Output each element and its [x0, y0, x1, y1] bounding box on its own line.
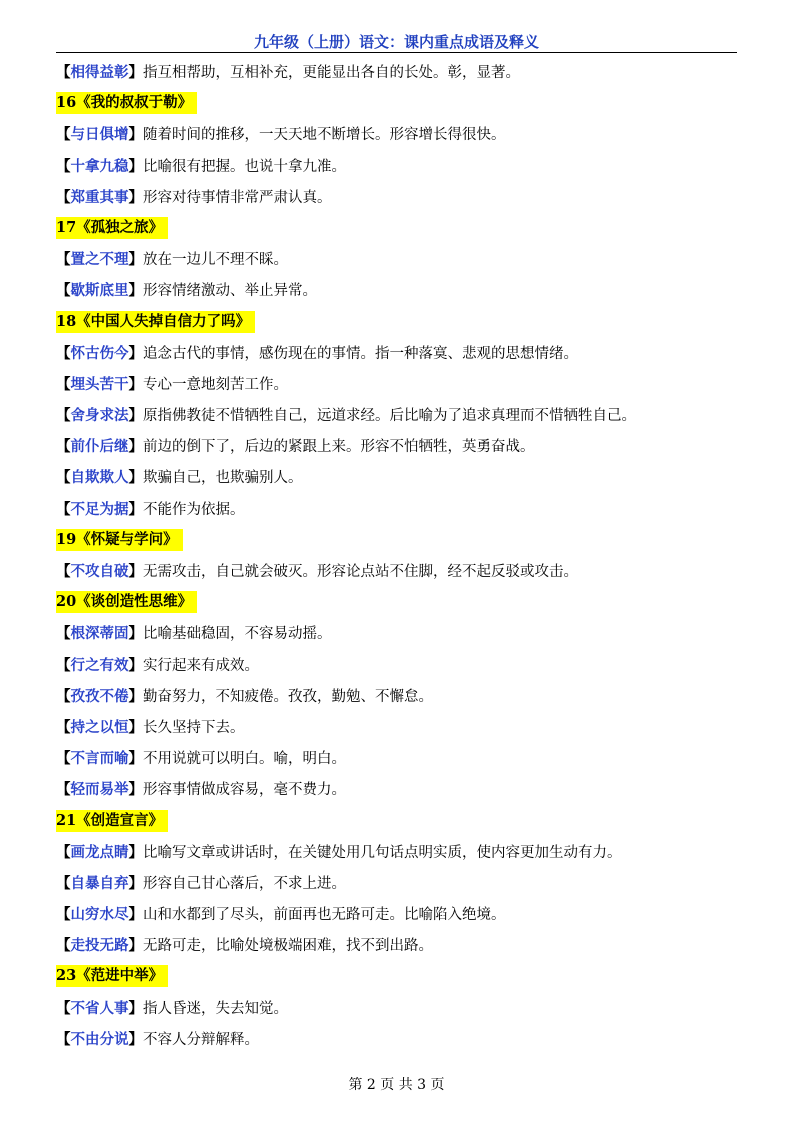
idiom-entry — [56, 556, 746, 587]
idiom-entry — [56, 338, 746, 369]
open-bracket: 【 — [56, 656, 71, 674]
idiom-definition: 比喻很有把握。也说十拿九准。 — [143, 158, 346, 175]
idiom-definition: 放在一边儿不理不睬。 — [143, 252, 288, 269]
close-bracket: 】 — [128, 344, 143, 362]
idiom-entry — [56, 462, 746, 493]
idiom-definition: 长久坚持下去。 — [143, 719, 245, 736]
open-bracket: 【 — [56, 375, 71, 393]
idiom-entry — [56, 618, 746, 649]
idiom-entry — [56, 899, 746, 930]
open-bracket: 【 — [56, 563, 71, 580]
lesson-title: 17《孤独之旅》 — [56, 217, 168, 239]
idiom-definition: 形容自己甘心落后，不求上进。 — [143, 875, 346, 892]
idiom-term: 置之不理 — [70, 251, 129, 269]
close-bracket: 】 — [128, 500, 143, 518]
close-bracket: 】 — [128, 64, 143, 81]
idiom-definition: 比喻写文章或讲话时，在关键处用几句话点明实质，使内容更加生动有力。 — [143, 844, 622, 861]
close-bracket: 】 — [128, 625, 143, 643]
idiom-term: 不省人事 — [70, 999, 129, 1017]
lesson-title: 16《我的叔叔于勒》 — [56, 92, 197, 114]
open-bracket: 【 — [56, 937, 71, 955]
open-bracket: 【 — [56, 282, 71, 300]
open-bracket: 【 — [56, 718, 71, 736]
idiom-definition: 追念古代的事情，感伤现在的事情。指一种落寞、悲观的思想情绪。 — [143, 345, 578, 362]
close-bracket: 】 — [128, 750, 143, 768]
open-bracket: 【 — [56, 843, 71, 861]
close-bracket: 】 — [128, 718, 143, 736]
open-bracket: 【 — [56, 906, 71, 924]
idiom-entry — [56, 244, 746, 275]
idiom-list — [56, 57, 746, 1055]
open-bracket: 【 — [56, 500, 71, 518]
lesson-title: 18《中国人失掉自信力了吗》 — [56, 311, 255, 333]
idiom-term: 不由分说 — [70, 1030, 129, 1048]
close-bracket: 】 — [128, 937, 143, 955]
open-bracket: 【 — [56, 126, 71, 144]
idiom-definition: 专心一意地刻苦工作。 — [143, 376, 288, 393]
idiom-entry — [56, 400, 746, 431]
idiom-definition: 实行起来有成效。 — [143, 657, 259, 674]
idiom-entry — [56, 837, 746, 868]
idiom-entry — [56, 57, 746, 88]
close-bracket: 】 — [128, 375, 143, 393]
close-bracket: 】 — [128, 126, 143, 144]
idiom-term: 怀古伤今 — [70, 344, 129, 362]
idiom-definition: 原指佛教徒不惜牺牲自己，远道求经。后比喻为了追求真理而不惜牺牲自己。 — [143, 408, 636, 425]
close-bracket: 】 — [128, 906, 143, 924]
idiom-entry — [56, 993, 746, 1024]
open-bracket: 【 — [56, 999, 71, 1017]
idiom-term: 舍身求法 — [70, 407, 129, 425]
lesson-heading — [56, 525, 746, 556]
lesson-heading — [56, 213, 746, 244]
lesson-heading — [56, 961, 746, 992]
idiom-term: 走投无路 — [70, 937, 129, 955]
close-bracket: 】 — [128, 1030, 143, 1048]
idiom-term: 郑重其事 — [70, 188, 129, 206]
idiom-definition: 无路可走，比喻处境极端困难，找不到出路。 — [143, 938, 433, 955]
close-bracket: 】 — [128, 999, 143, 1017]
idiom-term: 歇斯底里 — [70, 282, 129, 300]
idiom-definition: 无需攻击，自己就会破灭。形容论点站不住脚，经不起反驳或攻击。 — [143, 564, 578, 580]
idiom-term: 持之以恒 — [70, 718, 129, 736]
close-bracket: 】 — [128, 843, 143, 861]
lesson-heading — [56, 88, 746, 119]
open-bracket: 【 — [56, 469, 71, 487]
idiom-term: 不攻自破 — [70, 563, 129, 580]
open-bracket: 【 — [56, 781, 71, 799]
idiom-term: 自暴自弃 — [70, 874, 129, 892]
close-bracket: 】 — [128, 188, 143, 206]
idiom-definition: 随着时间的推移，一天天地不断增长。形容增长得很快。 — [143, 127, 506, 144]
open-bracket: 【 — [56, 407, 71, 425]
idiom-term: 相得益彰 — [70, 64, 129, 81]
idiom-entry — [56, 369, 746, 400]
idiom-entry — [56, 650, 746, 681]
open-bracket: 【 — [56, 750, 71, 768]
idiom-entry — [56, 275, 746, 306]
open-bracket: 【 — [56, 438, 71, 456]
close-bracket: 】 — [128, 407, 143, 425]
idiom-term: 埋头苦干 — [70, 375, 129, 393]
lesson-title: 19《怀疑与学问》 — [56, 529, 183, 551]
close-bracket: 】 — [128, 438, 143, 456]
idiom-entry — [56, 681, 746, 712]
lesson-title: 20《谈创造性思维》 — [56, 591, 197, 613]
lesson-heading — [56, 307, 746, 338]
open-bracket: 【 — [56, 687, 71, 705]
idiom-definition: 比喻基础稳固，不容易动摇。 — [143, 626, 332, 643]
close-bracket: 】 — [128, 656, 143, 674]
lesson-title: 23《范进中举》 — [56, 965, 168, 987]
idiom-entry — [56, 182, 746, 213]
lesson-title: 21《创造宣言》 — [56, 810, 168, 832]
header-title: 九年级（上册）语文：课内重点成语及释义 — [253, 33, 539, 51]
idiom-entry — [56, 868, 746, 899]
lesson-heading — [56, 587, 746, 618]
idiom-term: 不言而喻 — [70, 750, 129, 768]
open-bracket: 【 — [56, 344, 71, 362]
idiom-term: 孜孜不倦 — [70, 687, 129, 705]
close-bracket: 】 — [128, 157, 143, 175]
idiom-term: 自欺欺人 — [70, 469, 129, 487]
idiom-term: 根深蒂固 — [70, 625, 129, 643]
idiom-definition: 形容对待事情非常严肃认真。 — [143, 189, 332, 206]
page-header — [56, 33, 737, 53]
idiom-entry — [56, 930, 746, 961]
idiom-definition: 山和水都到了尽头，前面再也无路可走。比喻陷入绝境。 — [143, 907, 506, 924]
idiom-definition: 勤奋努力，不知疲倦。孜孜，勤勉、不懈怠。 — [143, 688, 433, 705]
idiom-term: 行之有效 — [70, 656, 129, 674]
idiom-definition: 前边的倒下了，后边的紧跟上来。形容不怕牺牲，英勇奋战。 — [143, 439, 535, 456]
idiom-entry — [56, 151, 746, 182]
idiom-entry — [56, 743, 746, 774]
open-bracket: 【 — [56, 874, 71, 892]
close-bracket: 】 — [128, 563, 143, 580]
idiom-entry — [56, 1024, 746, 1055]
open-bracket: 【 — [56, 1030, 71, 1048]
idiom-definition: 指人昏迷，失去知觉。 — [143, 1000, 288, 1017]
idiom-definition: 欺骗自己，也欺骗别人。 — [143, 470, 303, 487]
idiom-term: 不足为据 — [70, 500, 129, 518]
open-bracket: 【 — [56, 625, 71, 643]
open-bracket: 【 — [56, 157, 71, 175]
idiom-definition: 形容事情做成容易，毫不费力。 — [143, 782, 346, 799]
idiom-entry — [56, 431, 746, 462]
close-bracket: 】 — [128, 687, 143, 705]
close-bracket: 】 — [128, 282, 143, 300]
idiom-term: 画龙点睛 — [70, 843, 129, 861]
open-bracket: 【 — [56, 251, 71, 269]
idiom-term: 与日俱增 — [70, 126, 129, 144]
idiom-term: 轻而易举 — [70, 781, 129, 799]
idiom-term: 十拿九稳 — [70, 157, 129, 175]
page-footer — [0, 1074, 793, 1094]
close-bracket: 】 — [128, 469, 143, 487]
open-bracket: 【 — [56, 64, 71, 81]
idiom-definition: 不能作为依据。 — [143, 501, 245, 518]
idiom-entry — [56, 774, 746, 805]
idiom-term: 山穷水尽 — [70, 906, 129, 924]
idiom-definition: 指互相帮助，互相补充，更能显出各自的长处。彰，显著。 — [143, 65, 520, 81]
idiom-definition: 形容情绪激动、举止异常。 — [143, 283, 317, 300]
idiom-term: 前仆后继 — [70, 438, 129, 456]
open-bracket: 【 — [56, 188, 71, 206]
close-bracket: 】 — [128, 251, 143, 269]
idiom-entry — [56, 712, 746, 743]
idiom-entry — [56, 494, 746, 525]
page-number: 第 2 页 共 3 页 — [348, 1077, 445, 1093]
lesson-heading — [56, 806, 746, 837]
idiom-definition: 不容人分辩解释。 — [143, 1031, 259, 1048]
close-bracket: 】 — [128, 874, 143, 892]
idiom-definition: 不用说就可以明白。喻，明白。 — [143, 751, 346, 768]
idiom-entry — [56, 119, 746, 150]
close-bracket: 】 — [128, 781, 143, 799]
